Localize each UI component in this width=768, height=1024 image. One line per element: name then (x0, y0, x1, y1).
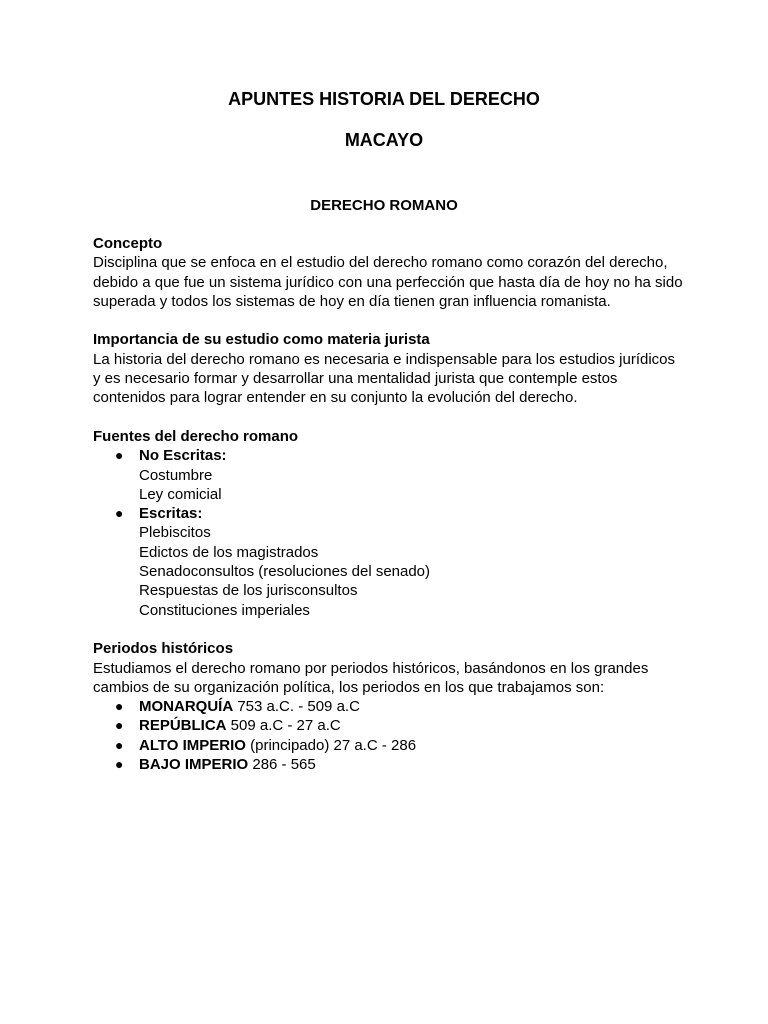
fuentes-list (93, 446, 683, 465)
list-subitem: Plebiscitos (139, 524, 211, 542)
document-title: APUNTES HISTORIA DEL DERECHO (228, 89, 540, 109)
bullet-icon: ● (115, 698, 124, 715)
bullet-icon: ● (115, 447, 124, 464)
list-item (93, 736, 683, 755)
periodos-heading: Periodos históricos (93, 640, 234, 658)
periodo-name: MONARQUÍA (139, 698, 234, 716)
periodos-text: Estudiamos el derecho romano por periodos históricos, basándonos en los grandes cambios de su organización política, los periodos en los que trabajamos son: (93, 659, 649, 696)
document-body (93, 234, 683, 794)
list-subitem: Ley comicial (139, 485, 222, 503)
bullet-icon: ● (115, 717, 124, 734)
periodo-dates: 753 a.C. - 509 a.C (233, 698, 360, 716)
periodos-section (93, 639, 683, 774)
list-subitem: Respuestas de los jurisconsultos (139, 582, 358, 600)
list-subitem: Edictos de los magistrados (139, 543, 319, 561)
list-item (93, 697, 683, 716)
importancia-heading: Importancia de su estudio como materia jurista (93, 331, 430, 349)
importancia-section (93, 330, 683, 407)
periodo-dates: (principado) 27 a.C - 286 (245, 736, 417, 754)
fuentes-heading: Fuentes del derecho romano (93, 427, 299, 445)
list-subitem: Senadoconsultos (resoluciones del senado) (139, 563, 431, 581)
list-subitem: Constituciones imperiales (139, 601, 310, 619)
periodo-name: ALTO IMPERIO (139, 736, 246, 754)
list-subitem: Costumbre (139, 466, 213, 484)
bullet-icon: ● (115, 756, 124, 773)
concepto-text: Disciplina que se enfoca en el estudio del derecho romano como corazón del derecho, debido a que fue un sistema jurídico con una perfección que hasta día de hoy no ha sido superada y todos los sistemas de hoy en día tienen gran influencia romanista. (93, 254, 683, 310)
list-item (93, 755, 683, 774)
escritas-label: Escritas: (139, 505, 203, 523)
fuentes-list (93, 504, 683, 523)
list-item (93, 446, 683, 465)
bullet-icon: ● (115, 736, 124, 753)
periodo-dates: 286 - 565 (248, 756, 316, 774)
section-title: DERECHO ROMANO (310, 197, 458, 214)
periodo-dates: 509 a.C - 27 a.C (226, 717, 341, 735)
list-item (93, 504, 683, 523)
list-item (93, 716, 683, 735)
fuentes-section (93, 427, 683, 620)
importancia-text: La historia del derecho romano es necesaria e indispensable para los estudios jurídicos y es necesario formar y desarrollar una mentalidad jurista que contemple estos contenidos para lograr entender en su conjunto la evolución del derecho. (93, 350, 676, 407)
no-escritas-label: No Escritas: (139, 447, 227, 465)
periodo-name: REPÚBLICA (139, 717, 227, 735)
periodo-name: BAJO IMPERIO (139, 756, 249, 774)
concepto-heading: Concepto (93, 235, 163, 252)
periodos-list (93, 697, 683, 774)
bullet-icon: ● (115, 505, 124, 522)
concepto-section (93, 234, 683, 311)
document-subtitle: MACAYO (344, 130, 424, 150)
